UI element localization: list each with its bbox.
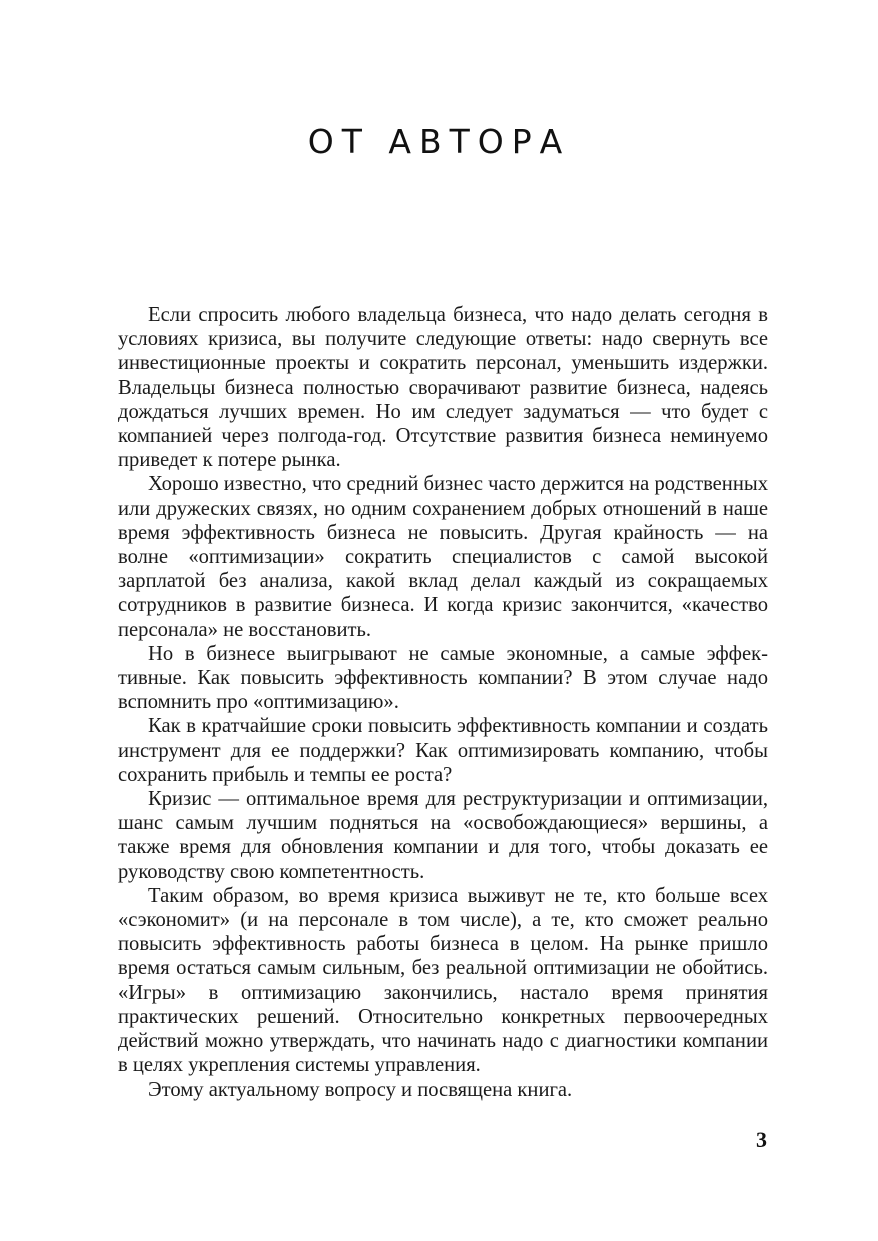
body-text: [118, 303, 768, 1102]
paragraph: Как в кратчайшие сроки повысить эффективность компании и создать инструмент для ее поддержки? Как оптимизировать компанию, чтобы сохранить прибыль и темпы ее роста?: [118, 715, 768, 786]
paragraph: Кризис — оптимальное время для реструктуризации и оптимизации, шанс самым лучшим подняться на «освобождающиеся» вершины, а также время для обновления компании и для того, чтобы доказать ее руководству свою компетентность.: [118, 788, 768, 883]
paragraph: Таким образом, во время кризиса выживут не те, кто больше всех «сэкономит» (и на персонале в том числе), а те, кто сможет реально повысить эффективность работы бизнеса в целом. На рынке пришло время остаться самым сильным, без реальной оптимизации не обойтись. «Игры» в оптимизацию закончились, настало время принятия практических решений. Относительно конкретных первоочередных действий можно утверждать, что начинать надо с диагностики компании в целях укрепления системы управления.: [118, 884, 768, 1077]
paragraph: Хорошо известно, что средний бизнес часто держится на родственных или дружеских связях, но одним сохранением добрых отношений в наше время эффективность бизнеса не повысить. Другая крайность — на волне «оптимизации» сократить специалистов с самой высокой зарплатой без анализа, какой вклад делал каждый из сокращаемых сотрудников в развитие бизнеса. И когда кризис закончится, «качество персонала» не восстановить.: [118, 473, 768, 641]
page-number: 3: [756, 1127, 767, 1152]
paragraph: Но в бизнесе выигрывают не самые экономные, а самые эффективные. Как повысить эффективность компании? В этом случае надо вспомнить про «оптимизацию».: [118, 642, 768, 714]
chapter-title: ОТ АВТОРА: [307, 122, 571, 161]
paragraph: Этому актуальному вопросу и посвящена книга.: [148, 1078, 573, 1101]
paragraph: Если спросить любого владельца бизнеса, что надо делать сегодня в условиях кризиса, вы получите следующие ответы: надо свернуть все инвестиционные проекты и сократить персонал, уменьшить издержки. Владельцы бизнеса полностью сворачивают развитие бизнеса, надеясь дождаться лучших времен. Но им следует задуматься — что будет с компанией через полгода-год. Отсутствие развития бизнеса неминуемо приведет к потере рынка.: [118, 304, 768, 472]
